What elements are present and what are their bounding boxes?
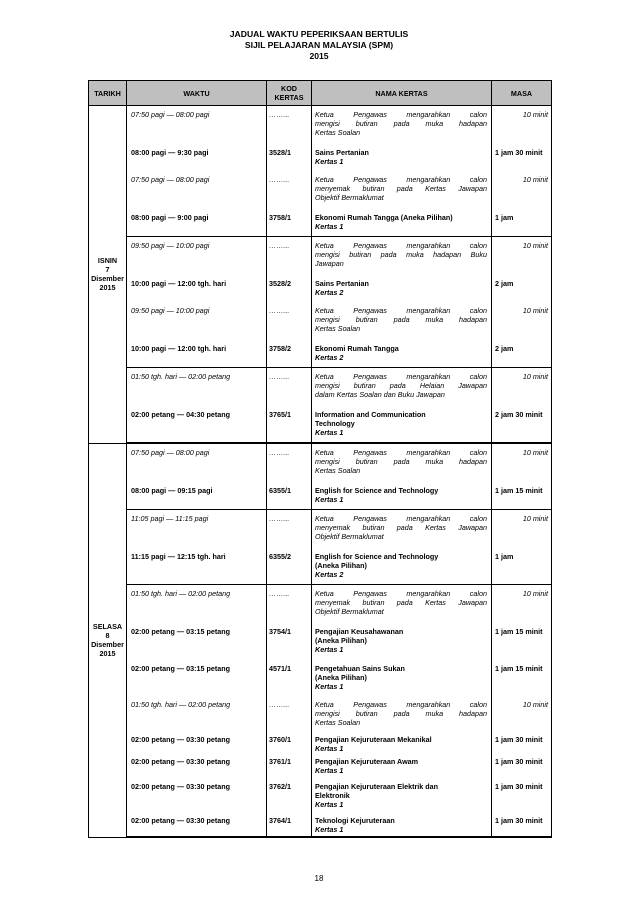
kod-cell (267, 106, 312, 144)
instruction-line: Ketua Pengawas mengarahkan calon (315, 448, 487, 457)
kertas-label: Kertas 1 (315, 800, 344, 809)
kod-cell (267, 696, 312, 733)
masa-cell (492, 814, 552, 837)
kod-text: 3754/1 (269, 627, 291, 636)
waktu-cell (127, 302, 267, 339)
masa-text: 2 jam 30 minit (495, 410, 543, 419)
instruction-line: Ketua Pengawas mengarahkan calon (315, 110, 487, 119)
instruction-row (89, 510, 552, 548)
paper-name: Information and Communication (315, 410, 426, 419)
paper-name: Elektronik (315, 791, 350, 800)
kertas-label: Kertas 1 (315, 495, 344, 504)
masa-text: 1 jam 30 minit (495, 816, 543, 825)
kod-text: ……... (269, 110, 290, 119)
waktu-text: 10:00 pagi — 12:00 tgh. hari (131, 279, 227, 288)
kod-cell (267, 302, 312, 339)
kod-text: 3758/1 (269, 213, 291, 222)
instruction-line: Ketua Pengawas mengarahkan calon (315, 514, 487, 523)
waktu-text: 02:00 petang — 03:30 petang (131, 757, 231, 766)
paper-name: Ekonomi Rumah Tangga (315, 344, 399, 353)
instruction-row (89, 302, 552, 339)
paper-row (89, 339, 552, 368)
instruction-row (89, 585, 552, 623)
waktu-text: 01:50 tgh. hari — 02:00 petang (131, 372, 231, 381)
waktu-cell (127, 547, 267, 585)
masa-cell (492, 585, 552, 623)
kod-cell (267, 547, 312, 585)
waktu-cell (127, 777, 267, 814)
masa-cell (492, 659, 552, 696)
paper-row (89, 481, 552, 510)
masa-text: 1 jam (495, 213, 514, 222)
paper-row (89, 622, 552, 659)
paper-name: Pengetahuan Sains Sukan (315, 664, 405, 673)
masa-text: 1 jam 30 minit (495, 735, 543, 744)
waktu-text: 07:50 pagi — 08:00 pagi (131, 175, 210, 184)
masa-cell (492, 302, 552, 339)
col-header-waktu: WAKTU (127, 81, 267, 106)
kertas-label: Kertas 1 (315, 682, 344, 691)
kod-header-line-1: KOD (281, 84, 297, 93)
nama-cell (312, 171, 492, 208)
masa-text: 1 jam 30 minit (495, 782, 543, 791)
kod-text: 3760/1 (269, 735, 291, 744)
kod-text: 3762/1 (269, 782, 291, 791)
masa-text: 1 jam 15 minit (495, 664, 543, 673)
kod-cell (267, 339, 312, 368)
masa-cell (492, 755, 552, 777)
page-number: 18 (314, 874, 324, 883)
waktu-cell (127, 443, 267, 481)
kod-cell (267, 368, 312, 406)
document-title (0, 29, 638, 62)
masa-text: 2 jam (495, 344, 514, 353)
waktu-text: 01:50 tgh. hari — 02:00 petang (131, 700, 231, 709)
kertas-label: Kertas 1 (315, 825, 344, 834)
kod-text: 4571/1 (269, 664, 291, 673)
instruction-line: mengisi butiran pada muka hadapan (315, 709, 487, 718)
date-line: Disember (91, 274, 124, 284)
masa-cell (492, 777, 552, 814)
waktu-text: 02:00 petang — 03:30 petang (131, 735, 231, 744)
masa-text: 10 minit (522, 175, 548, 184)
paper-row (89, 274, 552, 302)
masa-cell (492, 368, 552, 406)
instruction-line: mengisi butiran pada muka hadapan (315, 315, 487, 324)
masa-text: 10 minit (522, 589, 548, 598)
kertas-label: Kertas 2 (315, 288, 344, 297)
paper-name: Pengajian Kejuruteraan Mekanikal (315, 735, 432, 744)
header-row (89, 81, 552, 106)
kod-cell (267, 481, 312, 510)
paper-name: Sains Pertanian (315, 148, 369, 157)
instruction-line: mengisi butiran pada muka hadapan (315, 119, 487, 128)
paper-row (89, 208, 552, 237)
waktu-cell (127, 755, 267, 777)
nama-cell (312, 143, 492, 171)
masa-cell (492, 106, 552, 144)
masa-cell (492, 208, 552, 237)
masa-text: 1 jam 30 minit (495, 148, 543, 157)
date-line: 7 (105, 265, 110, 275)
masa-text: 2 jam (495, 279, 514, 288)
waktu-cell (127, 274, 267, 302)
instruction-line: mengisi butiran pada muka hadapan (315, 457, 487, 466)
kod-text: 3758/2 (269, 344, 291, 353)
kod-cell (267, 143, 312, 171)
instruction-line: mengisi butiran pada muka hadapan Buku (315, 250, 487, 259)
nama-cell (312, 696, 492, 733)
kod-cell (267, 171, 312, 208)
kod-text: 3764/1 (269, 816, 291, 825)
waktu-cell (127, 659, 267, 696)
nama-cell (312, 755, 492, 777)
instruction-line: Kertas Soalan (315, 324, 361, 333)
masa-text: 1 jam 15 minit (495, 486, 543, 495)
kertas-label: Kertas 1 (315, 428, 344, 437)
instruction-line: menyemak butiran pada Kertas Jawapan (315, 184, 487, 193)
masa-cell (492, 339, 552, 368)
kod-text: ……... (269, 514, 290, 523)
instruction-line: mengisi butiran pada Helaian Jawapan (315, 381, 487, 390)
waktu-text: 02:00 petang — 04:30 petang (131, 410, 231, 419)
masa-cell (492, 481, 552, 510)
instruction-line: Jawapan (315, 259, 344, 268)
date-line: 2015 (99, 283, 116, 293)
paper-row (89, 547, 552, 585)
title-line-1: JADUAL WAKTU PEPERIKSAAN BERTULIS (229, 29, 409, 39)
kod-text: ……... (269, 241, 290, 250)
kod-cell (267, 237, 312, 275)
kod-cell (267, 274, 312, 302)
waktu-cell (127, 237, 267, 275)
kod-cell (267, 405, 312, 443)
waktu-text: 02:00 petang — 03:30 petang (131, 782, 231, 791)
title-line-3: 2015 (309, 51, 329, 61)
kod-cell (267, 585, 312, 623)
instruction-line: Objektif Bermaklumat (315, 532, 384, 541)
masa-cell (492, 143, 552, 171)
timetable-body (89, 106, 552, 838)
nama-cell (312, 659, 492, 696)
date-line: ISNIN (97, 256, 118, 266)
nama-cell (312, 302, 492, 339)
kertas-label: Kertas 2 (315, 570, 344, 579)
waktu-text: 08:00 pagi — 9:00 pagi (131, 213, 209, 222)
waktu-cell (127, 696, 267, 733)
waktu-text: 07:50 pagi — 08:00 pagi (131, 448, 210, 457)
nama-cell (312, 547, 492, 585)
paper-name: English for Science and Technology (315, 552, 439, 561)
instruction-row (89, 368, 552, 406)
date-line: 2015 (99, 649, 116, 658)
nama-cell (312, 814, 492, 837)
paper-row (89, 143, 552, 171)
kertas-label: Kertas 2 (315, 353, 344, 362)
instruction-line: Ketua Pengawas mengarahkan calon (315, 241, 487, 250)
kod-cell (267, 659, 312, 696)
masa-text: 10 minit (522, 372, 548, 381)
paper-row (89, 814, 552, 837)
masa-cell (492, 171, 552, 208)
col-header-nama: NAMA KERTAS (312, 81, 492, 106)
nama-cell (312, 443, 492, 481)
kod-text: ……... (269, 700, 290, 709)
kod-text: 6355/1 (269, 486, 291, 495)
masa-text: 1 jam 30 minit (495, 757, 543, 766)
waktu-cell (127, 106, 267, 144)
instruction-line: Ketua Pengawas mengarahkan calon (315, 175, 487, 184)
paper-name: Teknologi Kejuruteraan (315, 816, 395, 825)
date-line: SELASA (92, 622, 123, 631)
waktu-cell (127, 481, 267, 510)
masa-cell (492, 443, 552, 481)
nama-cell (312, 208, 492, 237)
instruction-line: Kertas Soalan (315, 466, 361, 475)
kod-text: 3765/1 (269, 410, 291, 419)
nama-cell (312, 481, 492, 510)
waktu-cell (127, 171, 267, 208)
masa-text: 10 minit (522, 306, 548, 315)
waktu-text: 09:50 pagi — 10:00 pagi (131, 306, 210, 315)
masa-text: 1 jam (495, 552, 514, 561)
masa-cell (492, 274, 552, 302)
masa-text: 10 minit (522, 241, 548, 250)
instruction-line: menyemak butiran pada Kertas Jawapan (315, 523, 487, 532)
nama-cell (312, 777, 492, 814)
exam-timetable (88, 80, 552, 838)
instruction-line: menyemak butiran pada Kertas Jawapan (315, 598, 487, 607)
waktu-cell (127, 405, 267, 443)
instruction-row (89, 443, 552, 481)
kod-text: 3761/1 (269, 757, 291, 766)
waktu-cell (127, 143, 267, 171)
paper-name: Pengajian Kejuruteraan Awam (315, 757, 419, 766)
paper-name: English for Science and Technology (315, 486, 439, 495)
paper-name: Pengajian Keusahawanan (315, 627, 404, 636)
waktu-text: 02:00 petang — 03:15 petang (131, 627, 231, 636)
waktu-cell (127, 368, 267, 406)
kod-text: ……... (269, 448, 290, 457)
nama-cell (312, 106, 492, 144)
masa-cell (492, 510, 552, 548)
kod-text: ……... (269, 175, 290, 184)
kod-cell (267, 510, 312, 548)
paper-name: Technology (315, 419, 355, 428)
waktu-text: 08:00 pagi — 09:15 pagi (131, 486, 213, 495)
instruction-line: Ketua Pengawas mengarahkan calon (315, 589, 487, 598)
masa-text: 10 minit (522, 514, 548, 523)
waktu-cell (127, 208, 267, 237)
kod-text: ……... (269, 372, 290, 381)
nama-cell (312, 510, 492, 548)
paper-name: Pengajian Kejuruteraan Elektrik dan (315, 782, 439, 791)
instruction-line: Ketua Pengawas mengarahkan calon (315, 372, 487, 381)
col-header-masa: MASA (492, 81, 552, 106)
kod-cell (267, 443, 312, 481)
kod-cell (267, 814, 312, 837)
kod-text: 3528/2 (269, 279, 291, 288)
waktu-text: 02:00 petang — 03:30 petang (131, 816, 231, 825)
date-line: 8 (105, 631, 110, 640)
instruction-line: dalam Kertas Soalan dan Buku Jawapan (315, 390, 445, 399)
paper-name: (Aneka Pilihan) (315, 561, 367, 570)
waktu-text: 08:00 pagi — 9:30 pagi (131, 148, 209, 157)
instruction-line: Objektif Bermaklumat (315, 607, 384, 616)
masa-cell (492, 405, 552, 443)
waktu-text: 10:00 pagi — 12:00 tgh. hari (131, 344, 227, 353)
kertas-label: Kertas 1 (315, 766, 344, 775)
masa-cell (492, 622, 552, 659)
kod-text: 6355/2 (269, 552, 291, 561)
date-cell (89, 106, 127, 444)
kod-cell (267, 755, 312, 777)
masa-cell (492, 696, 552, 733)
nama-cell (312, 733, 492, 755)
title-line-2: SIJIL PELAJARAN MALAYSIA (SPM) (244, 40, 394, 50)
nama-cell (312, 339, 492, 368)
kod-header-line-2: KERTAS (274, 93, 304, 102)
masa-cell (492, 733, 552, 755)
waktu-cell (127, 814, 267, 837)
instruction-row (89, 171, 552, 208)
waktu-cell (127, 510, 267, 548)
paper-row (89, 777, 552, 814)
kod-text: 3528/1 (269, 148, 291, 157)
col-header-kod (267, 81, 312, 106)
paper-row (89, 405, 552, 443)
nama-cell (312, 368, 492, 406)
kod-cell (267, 777, 312, 814)
masa-text: 10 minit (522, 700, 548, 709)
instruction-line: Kertas Soalan (315, 128, 361, 137)
instruction-line: Ketua Pengawas mengarahkan calon (315, 306, 487, 315)
paper-name: (Aneka Pilihan) (315, 636, 367, 645)
instruction-line: Ketua Pengawas mengarahkan calon (315, 700, 487, 709)
paper-row (89, 659, 552, 696)
instruction-row (89, 106, 552, 144)
instruction-row (89, 696, 552, 733)
instruction-row (89, 237, 552, 275)
kod-text: ……... (269, 306, 290, 315)
waktu-cell (127, 585, 267, 623)
kod-cell (267, 208, 312, 237)
waktu-text: 11:15 pagi — 12:15 tgh. hari (131, 552, 226, 561)
waktu-text: 07:50 pagi — 08:00 pagi (131, 110, 210, 119)
date-line: Disember (91, 640, 124, 649)
paper-name: Sains Pertanian (315, 279, 369, 288)
waktu-text: 11:05 pagi — 11:15 pagi (131, 514, 209, 523)
masa-text: 10 minit (522, 448, 548, 457)
nama-cell (312, 274, 492, 302)
masa-cell (492, 547, 552, 585)
kod-cell (267, 622, 312, 659)
instruction-line: Kertas Soalan (315, 718, 361, 727)
nama-cell (312, 237, 492, 275)
waktu-text: 01:50 tgh. hari — 02:00 petang (131, 589, 231, 598)
waktu-text: 09:50 pagi — 10:00 pagi (131, 241, 210, 250)
paper-row (89, 755, 552, 777)
masa-text: 1 jam 15 minit (495, 627, 543, 636)
paper-name: Ekonomi Rumah Tangga (Aneka Pilihan) (315, 213, 453, 222)
waktu-cell (127, 733, 267, 755)
masa-cell (492, 237, 552, 275)
kod-text: ……... (269, 589, 290, 598)
date-cell (89, 443, 127, 837)
kod-cell (267, 733, 312, 755)
kertas-label: Kertas 1 (315, 744, 344, 753)
waktu-cell (127, 622, 267, 659)
waktu-text: 02:00 petang — 03:15 petang (131, 664, 231, 673)
col-header-tarikh: TARIKH (89, 81, 127, 106)
kertas-label: Kertas 1 (315, 157, 344, 166)
paper-name: (Aneka Pilihan) (315, 673, 367, 682)
paper-row (89, 733, 552, 755)
nama-cell (312, 585, 492, 623)
masa-text: 10 minit (522, 110, 548, 119)
waktu-cell (127, 339, 267, 368)
kertas-label: Kertas 1 (315, 222, 344, 231)
nama-cell (312, 405, 492, 443)
nama-cell (312, 622, 492, 659)
instruction-line: Objektif Bermaklumat (315, 193, 384, 202)
kertas-label: Kertas 1 (315, 645, 344, 654)
